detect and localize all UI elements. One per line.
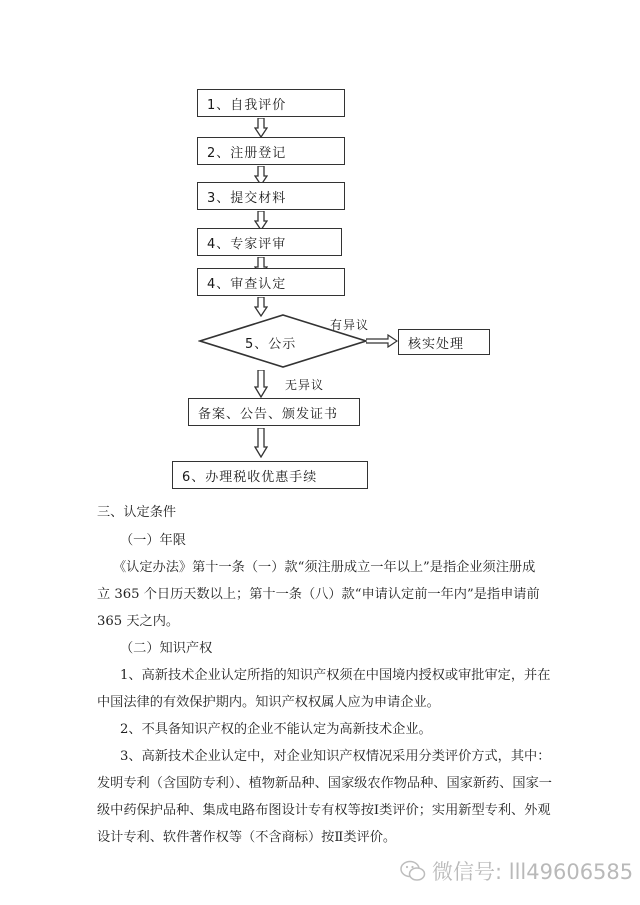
paragraph-ip3-line3: 级中药保护品种、集成电路布图设计专有权等按Ⅰ类评价；实用新型专利、外观: [97, 803, 551, 818]
step-submit-materials: 3、提交材料: [197, 182, 345, 210]
paragraph-years-line1: 《认定办法》第十一条（一）款“须注册成立一年以上”是指企业须注册成: [113, 560, 536, 575]
paragraph-ip2-line1: 2、不具备知识产权的企业不能认定为高新技术企业。: [120, 722, 432, 737]
step-review-certification: 4、审查认定: [197, 268, 345, 296]
step-self-evaluation: 1、自我评价: [197, 89, 345, 117]
wechat-watermark: [400, 856, 633, 886]
subsection-ip: （二）知识产权: [120, 641, 213, 656]
step-registration: 2、注册登记: [197, 137, 345, 165]
down-arrow-icon: [254, 428, 268, 458]
step-verify-handle: 核实处理: [398, 329, 490, 355]
right-arrow-icon: [366, 334, 398, 348]
step-filing-certificate: 备案、公告、颁发证书: [188, 398, 360, 426]
subsection-years: （一）年限: [120, 533, 186, 548]
paragraph-ip1-line2: 中国法律的有效保护期内。知识产权权属人应为申请企业。: [97, 695, 440, 710]
wechat-icon: [400, 859, 426, 883]
branch-objection-label: 有异议: [330, 318, 370, 332]
paragraph-years-line3: 365 天之内。: [97, 614, 180, 629]
step-tax-incentive: 6、办理税收优惠手续: [172, 461, 368, 489]
paragraph-ip1-line1: 1、高新技术企业认定所指的知识产权须在中国境内授权或审批审定，并在: [120, 668, 551, 683]
section-title: 三、认定条件: [97, 505, 177, 520]
step-expert-review: 4、专家评审: [197, 228, 342, 256]
watermark-text: 微信号: lll49606585: [432, 860, 634, 884]
branch-no-objection-label: 无异议: [285, 378, 325, 392]
paragraph-ip3-line4: 设计专利、软件著作权等（不含商标）按Ⅱ类评价。: [97, 830, 397, 845]
paragraph-years-line2: 立 365 个日历天数以上；第十一条（八）款“申请认定前一年内”是指申请前: [97, 587, 540, 602]
down-arrow-icon: [254, 118, 268, 138]
step-publicity: 5、公示: [245, 337, 297, 352]
paragraph-ip3-line2: 发明专利（含国防专利）、植物新品种、国家级农作物品种、国家新药、国家一: [97, 776, 552, 791]
down-arrow-icon: [254, 370, 268, 398]
paragraph-ip3-line1: 3、高新技术企业认定中，对企业知识产权情况采用分类评价方式，其中：: [120, 749, 551, 764]
